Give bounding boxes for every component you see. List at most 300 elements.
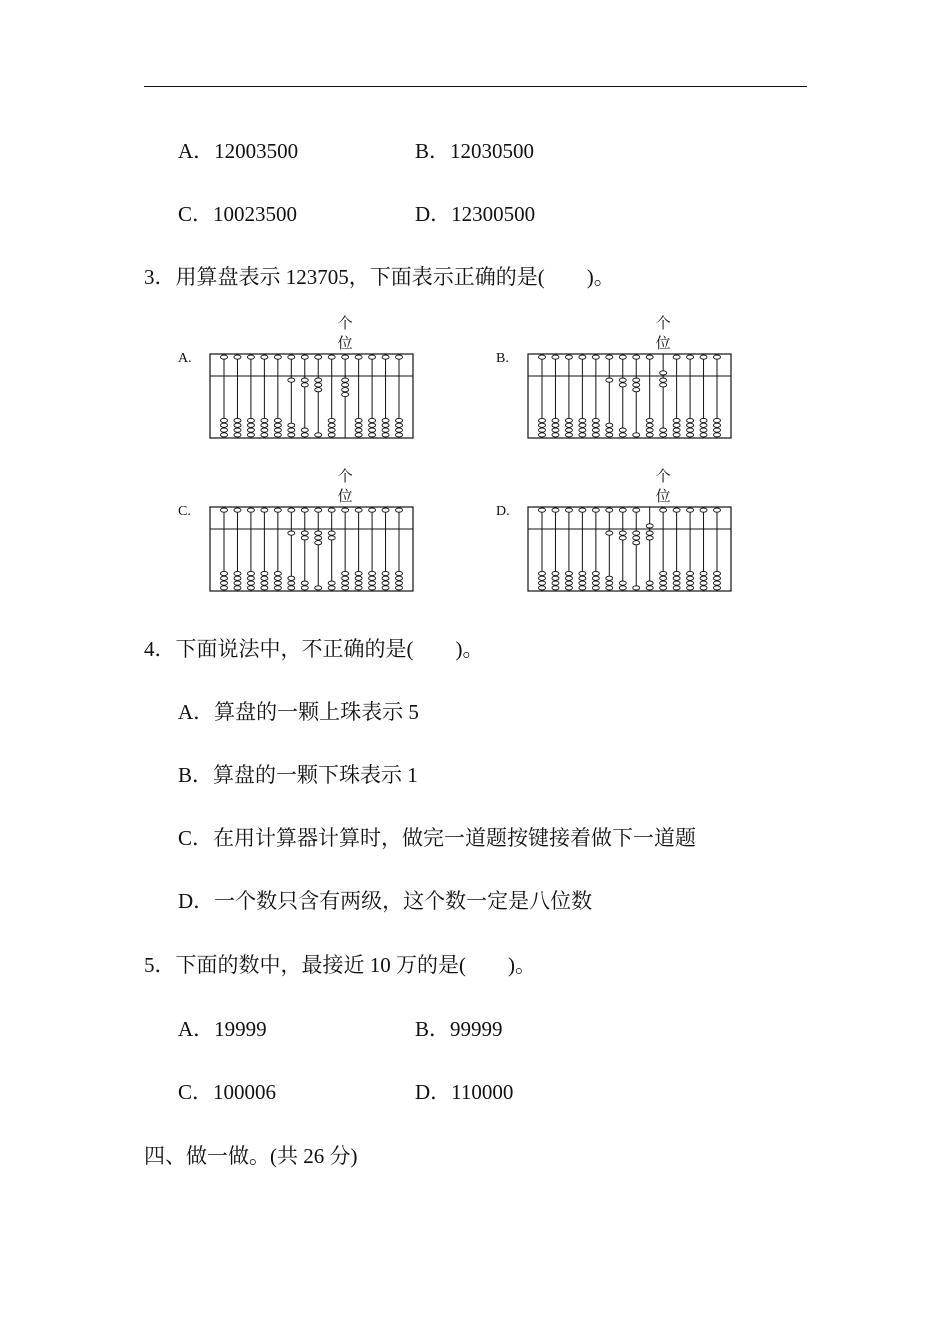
- abacus-bead: [328, 423, 335, 427]
- abacus-bead: [288, 423, 295, 427]
- abacus-bead: [660, 383, 667, 387]
- abacus-bead: [328, 531, 335, 535]
- abacus-bead: [221, 581, 228, 585]
- units-label-top: 个: [337, 314, 353, 332]
- abacus-bead: [687, 571, 694, 575]
- units-label-bottom: 位: [655, 334, 671, 352]
- abacus-figure-d: [490, 463, 740, 595]
- abacus-bead: [619, 355, 626, 359]
- abacus-bead: [247, 508, 254, 512]
- abacus-bead: [714, 576, 721, 580]
- q2-option-d[interactable]: D．12300500: [415, 202, 536, 226]
- abacus-bead: [700, 576, 707, 580]
- abacus-bead: [369, 571, 376, 575]
- abacus-bead: [261, 418, 268, 422]
- q4-option-a[interactable]: A．算盘的一颗上珠表示 5: [178, 700, 419, 724]
- abacus-bead: [288, 508, 295, 512]
- abacus-bead: [274, 508, 281, 512]
- abacus-bead: [355, 571, 362, 575]
- abacus-bead: [342, 576, 349, 580]
- abacus-bead: [579, 433, 586, 437]
- abacus-bead: [646, 531, 653, 535]
- abacus-bead: [274, 423, 281, 427]
- abacus-bead: [396, 433, 403, 437]
- abacus-bead: [247, 418, 254, 422]
- abacus-bead: [552, 418, 559, 422]
- abacus-bead: [328, 355, 335, 359]
- abacus-bead: [369, 581, 376, 585]
- abacus-bead: [633, 536, 640, 540]
- abacus-bead: [619, 383, 626, 387]
- abacus-bead: [700, 581, 707, 585]
- section-4-title: 四、做一做。(共 26 分): [144, 1144, 358, 1168]
- abacus-bead: [606, 576, 613, 580]
- abacus-bead: [673, 581, 680, 585]
- abacus-bead: [633, 531, 640, 535]
- abacus-bead: [633, 541, 640, 545]
- abacus-bead: [221, 428, 228, 432]
- abacus-bead: [301, 433, 308, 437]
- abacus-bead: [274, 576, 281, 580]
- abacus-bead: [355, 423, 362, 427]
- abacus-bead: [396, 355, 403, 359]
- abacus-figure-b: [490, 310, 740, 442]
- abacus-bead: [700, 355, 707, 359]
- abacus-bead: [660, 428, 667, 432]
- abacus-bead: [606, 428, 613, 432]
- abacus-bead: [221, 355, 228, 359]
- abacus-bead: [301, 428, 308, 432]
- header-rule: [144, 86, 807, 87]
- abacus-bead: [646, 355, 653, 359]
- abacus-bead: [673, 355, 680, 359]
- q2-option-c[interactable]: C．10023500: [178, 202, 298, 226]
- abacus-figure-a: [172, 310, 422, 442]
- abacus-bead: [646, 418, 653, 422]
- abacus-bead: [714, 433, 721, 437]
- abacus-letter: D.: [496, 504, 510, 519]
- abacus-bead: [539, 423, 546, 427]
- abacus-bead: [369, 423, 376, 427]
- abacus-bead: [646, 581, 653, 585]
- abacus-bead: [234, 428, 241, 432]
- abacus-bead: [592, 355, 599, 359]
- units-label-top: 个: [655, 467, 671, 485]
- abacus-bead: [714, 571, 721, 575]
- abacus-bead: [565, 418, 572, 422]
- abacus-bead: [579, 418, 586, 422]
- abacus-bead: [261, 428, 268, 432]
- abacus-bead: [579, 571, 586, 575]
- abacus-bead: [234, 581, 241, 585]
- abacus-bead: [261, 433, 268, 437]
- abacus-bead: [274, 355, 281, 359]
- abacus-bead: [687, 586, 694, 590]
- abacus-bead: [565, 355, 572, 359]
- abacus-bead: [646, 433, 653, 437]
- abacus-bead: [328, 433, 335, 437]
- abacus-bead: [606, 531, 613, 535]
- abacus-bead: [221, 586, 228, 590]
- abacus-bead: [315, 355, 322, 359]
- abacus-bead: [247, 355, 254, 359]
- abacus-bead: [687, 423, 694, 427]
- abacus-bead: [315, 536, 322, 540]
- abacus-bead: [552, 581, 559, 585]
- abacus-bead: [714, 586, 721, 590]
- units-label-top: 个: [655, 314, 671, 332]
- abacus-bead: [565, 433, 572, 437]
- abacus-bead: [369, 428, 376, 432]
- abacus-bead: [687, 418, 694, 422]
- units-label-bottom: 位: [337, 334, 353, 352]
- abacus-bead: [660, 371, 667, 375]
- abacus-bead: [565, 423, 572, 427]
- abacus-bead: [592, 581, 599, 585]
- abacus-bead: [633, 508, 640, 512]
- abacus-bead: [274, 586, 281, 590]
- abacus-bead: [565, 571, 572, 575]
- abacus-bead: [539, 576, 546, 580]
- abacus-option-a[interactable]: [172, 310, 422, 442]
- abacus-bead: [288, 576, 295, 580]
- abacus-bead: [355, 418, 362, 422]
- abacus-bead: [660, 581, 667, 585]
- abacus-bead: [646, 423, 653, 427]
- abacus-letter: B.: [496, 351, 509, 366]
- abacus-bead: [687, 581, 694, 585]
- abacus-bead: [315, 388, 322, 392]
- abacus-bead: [247, 581, 254, 585]
- abacus-bead: [633, 383, 640, 387]
- abacus-bead: [234, 571, 241, 575]
- abacus-bead: [539, 428, 546, 432]
- abacus-bead: [355, 355, 362, 359]
- abacus-option-d[interactable]: [490, 463, 740, 595]
- abacus-bead: [592, 418, 599, 422]
- q4-option-b[interactable]: B．算盘的一颗下珠表示 1: [178, 763, 418, 787]
- abacus-bead: [382, 355, 389, 359]
- abacus-bead: [606, 433, 613, 437]
- abacus-bead: [247, 428, 254, 432]
- abacus-bead: [619, 428, 626, 432]
- abacus-bead: [396, 581, 403, 585]
- abacus-bead: [552, 576, 559, 580]
- abacus-bead: [606, 581, 613, 585]
- abacus-bead: [382, 433, 389, 437]
- abacus-bead: [355, 586, 362, 590]
- q3-question: 3．用算盘表示 123705，下面表示正确的是( )。: [144, 265, 615, 289]
- abacus-bead: [673, 508, 680, 512]
- abacus-bead: [660, 586, 667, 590]
- abacus-bead: [342, 355, 349, 359]
- abacus-bead: [552, 508, 559, 512]
- abacus-bead: [288, 433, 295, 437]
- abacus-bead: [579, 586, 586, 590]
- abacus-bead: [646, 428, 653, 432]
- abacus-bead: [592, 423, 599, 427]
- abacus-bead: [315, 378, 322, 382]
- abacus-bead: [301, 378, 308, 382]
- abacus-bead: [382, 571, 389, 575]
- abacus-bead: [234, 355, 241, 359]
- abacus-bead: [619, 378, 626, 382]
- abacus-bead: [247, 433, 254, 437]
- abacus-option-b[interactable]: [490, 310, 740, 442]
- abacus-bead: [633, 378, 640, 382]
- abacus-bead: [539, 433, 546, 437]
- abacus-bead: [234, 433, 241, 437]
- abacus-bead: [714, 508, 721, 512]
- abacus-bead: [301, 536, 308, 540]
- abacus-bead: [646, 536, 653, 540]
- abacus-bead: [261, 581, 268, 585]
- abacus-bead: [673, 433, 680, 437]
- abacus-bead: [606, 423, 613, 427]
- abacus-bead: [700, 433, 707, 437]
- abacus-bead: [261, 576, 268, 580]
- abacus-bead: [565, 581, 572, 585]
- abacus-bead: [355, 428, 362, 432]
- abacus-bead: [382, 423, 389, 427]
- abacus-bead: [552, 433, 559, 437]
- abacus-bead: [646, 524, 653, 528]
- abacus-bead: [714, 581, 721, 585]
- abacus-bead: [288, 378, 295, 382]
- abacus-bead: [633, 433, 640, 437]
- abacus-bead: [396, 586, 403, 590]
- abacus-bead: [301, 531, 308, 535]
- abacus-bead: [539, 508, 546, 512]
- abacus-bead: [261, 586, 268, 590]
- units-label-bottom: 位: [337, 487, 353, 505]
- abacus-bead: [288, 531, 295, 535]
- q2-option-a[interactable]: A．12003500: [178, 139, 299, 163]
- abacus-bead: [565, 586, 572, 590]
- q5-option-a[interactable]: A．19999: [178, 1017, 267, 1041]
- abacus-bead: [579, 428, 586, 432]
- q4-option-d[interactable]: D．一个数只含有两级，这个数一定是八位数: [178, 889, 593, 913]
- abacus-bead: [315, 383, 322, 387]
- abacus-bead: [633, 355, 640, 359]
- abacus-bead: [247, 586, 254, 590]
- abacus-bead: [396, 418, 403, 422]
- abacus-bead: [579, 423, 586, 427]
- abacus-bead: [342, 586, 349, 590]
- abacus-bead: [274, 428, 281, 432]
- abacus-bead: [342, 388, 349, 392]
- abacus-bead: [552, 355, 559, 359]
- abacus-bead: [539, 418, 546, 422]
- abacus-bead: [234, 508, 241, 512]
- abacus-bead: [221, 576, 228, 580]
- abacus-bead: [619, 536, 626, 540]
- abacus-bead: [369, 355, 376, 359]
- q4-option-c[interactable]: C．在用计算器计算时，做完一道题按键接着做下一道题: [178, 826, 697, 850]
- abacus-bead: [274, 433, 281, 437]
- abacus-bead: [539, 586, 546, 590]
- abacus-bead: [369, 576, 376, 580]
- abacus-bead: [274, 571, 281, 575]
- abacus-bead: [687, 355, 694, 359]
- abacus-bead: [328, 508, 335, 512]
- abacus-bead: [328, 581, 335, 585]
- abacus-bead: [673, 418, 680, 422]
- q5-option-c[interactable]: C．100006: [178, 1080, 277, 1104]
- abacus-bead: [579, 508, 586, 512]
- abacus-bead: [221, 508, 228, 512]
- abacus-bead: [660, 433, 667, 437]
- q5-option-b[interactable]: B．99999: [415, 1017, 503, 1041]
- abacus-bead: [342, 581, 349, 585]
- abacus-bead: [592, 433, 599, 437]
- units-label-top: 个: [337, 467, 353, 485]
- abacus-bead: [221, 433, 228, 437]
- abacus-bead: [301, 508, 308, 512]
- abacus-bead: [247, 571, 254, 575]
- abacus-bead: [714, 428, 721, 432]
- abacus-bead: [606, 378, 613, 382]
- abacus-bead: [288, 586, 295, 590]
- abacus-bead: [342, 383, 349, 387]
- abacus-bead: [700, 418, 707, 422]
- abacus-bead: [606, 508, 613, 512]
- abacus-bead: [247, 423, 254, 427]
- abacus-bead: [234, 576, 241, 580]
- abacus-bead: [700, 428, 707, 432]
- abacus-bead: [315, 586, 322, 590]
- abacus-bead: [315, 541, 322, 545]
- units-label-bottom: 位: [655, 487, 671, 505]
- abacus-bead: [261, 355, 268, 359]
- abacus-bead: [396, 428, 403, 432]
- abacus-bead: [565, 508, 572, 512]
- abacus-bead: [633, 586, 640, 590]
- abacus-bead: [396, 571, 403, 575]
- abacus-bead: [328, 418, 335, 422]
- abacus-bead: [369, 418, 376, 422]
- abacus-bead: [342, 571, 349, 575]
- abacus-bead: [382, 576, 389, 580]
- abacus-bead: [328, 586, 335, 590]
- abacus-bead: [673, 423, 680, 427]
- abacus-bead: [592, 571, 599, 575]
- abacus-bead: [619, 433, 626, 437]
- abacus-bead: [355, 576, 362, 580]
- abacus-bead: [315, 508, 322, 512]
- abacus-bead: [382, 508, 389, 512]
- abacus-bead: [261, 423, 268, 427]
- abacus-bead: [369, 433, 376, 437]
- abacus-bead: [673, 576, 680, 580]
- abacus-bead: [552, 423, 559, 427]
- abacus-bead: [673, 571, 680, 575]
- abacus-bead: [660, 576, 667, 580]
- abacus-bead: [261, 571, 268, 575]
- abacus-bead: [396, 423, 403, 427]
- abacus-bead: [355, 508, 362, 512]
- q5-option-d[interactable]: D．110000: [415, 1080, 514, 1104]
- abacus-bead: [301, 355, 308, 359]
- abacus-bead: [315, 433, 322, 437]
- abacus-bead: [700, 586, 707, 590]
- abacus-bead: [382, 428, 389, 432]
- abacus-bead: [673, 428, 680, 432]
- abacus-bead: [714, 423, 721, 427]
- abacus-bead: [700, 571, 707, 575]
- abacus-bead: [234, 423, 241, 427]
- abacus-bead: [539, 355, 546, 359]
- abacus-bead: [234, 418, 241, 422]
- abacus-letter: C.: [178, 504, 191, 519]
- abacus-bead: [234, 586, 241, 590]
- abacus-bead: [673, 586, 680, 590]
- abacus-bead: [342, 508, 349, 512]
- abacus-bead: [687, 576, 694, 580]
- abacus-bead: [355, 433, 362, 437]
- abacus-bead: [328, 536, 335, 540]
- abacus-bead: [619, 581, 626, 585]
- abacus-bead: [382, 581, 389, 585]
- abacus-bead: [301, 581, 308, 585]
- abacus-bead: [288, 428, 295, 432]
- abacus-bead: [660, 378, 667, 382]
- abacus-bead: [221, 423, 228, 427]
- abacus-bead: [579, 355, 586, 359]
- abacus-bead: [539, 581, 546, 585]
- abacus-bead: [288, 355, 295, 359]
- abacus-bead: [342, 378, 349, 382]
- abacus-bead: [646, 586, 653, 590]
- abacus-bead: [552, 571, 559, 575]
- abacus-bead: [579, 581, 586, 585]
- abacus-bead: [539, 571, 546, 575]
- abacus-bead: [700, 508, 707, 512]
- abacus-bead: [247, 576, 254, 580]
- abacus-bead: [221, 571, 228, 575]
- abacus-bead: [261, 508, 268, 512]
- abacus-bead: [301, 383, 308, 387]
- abacus-bead: [606, 355, 613, 359]
- abacus-bead: [301, 586, 308, 590]
- abacus-option-c[interactable]: [172, 463, 422, 595]
- abacus-bead: [382, 418, 389, 422]
- q5-question: 5．下面的数中，最接近 10 万的是( )。: [144, 953, 536, 977]
- abacus-bead: [369, 586, 376, 590]
- abacus-bead: [315, 531, 322, 535]
- abacus-bead: [274, 418, 281, 422]
- abacus-bead: [700, 423, 707, 427]
- q2-option-b[interactable]: B．12030500: [415, 139, 535, 163]
- abacus-bead: [396, 508, 403, 512]
- abacus-bead: [592, 576, 599, 580]
- abacus-bead: [714, 418, 721, 422]
- abacus-bead: [606, 586, 613, 590]
- abacus-bead: [660, 571, 667, 575]
- abacus-bead: [382, 586, 389, 590]
- abacus-bead: [369, 508, 376, 512]
- abacus-bead: [633, 388, 640, 392]
- abacus-bead: [687, 433, 694, 437]
- abacus-bead: [552, 428, 559, 432]
- abacus-bead: [619, 586, 626, 590]
- abacus-bead: [552, 586, 559, 590]
- abacus-bead: [687, 428, 694, 432]
- abacus-bead: [342, 392, 349, 396]
- abacus-bead: [288, 581, 295, 585]
- abacus-bead: [714, 355, 721, 359]
- abacus-bead: [579, 576, 586, 580]
